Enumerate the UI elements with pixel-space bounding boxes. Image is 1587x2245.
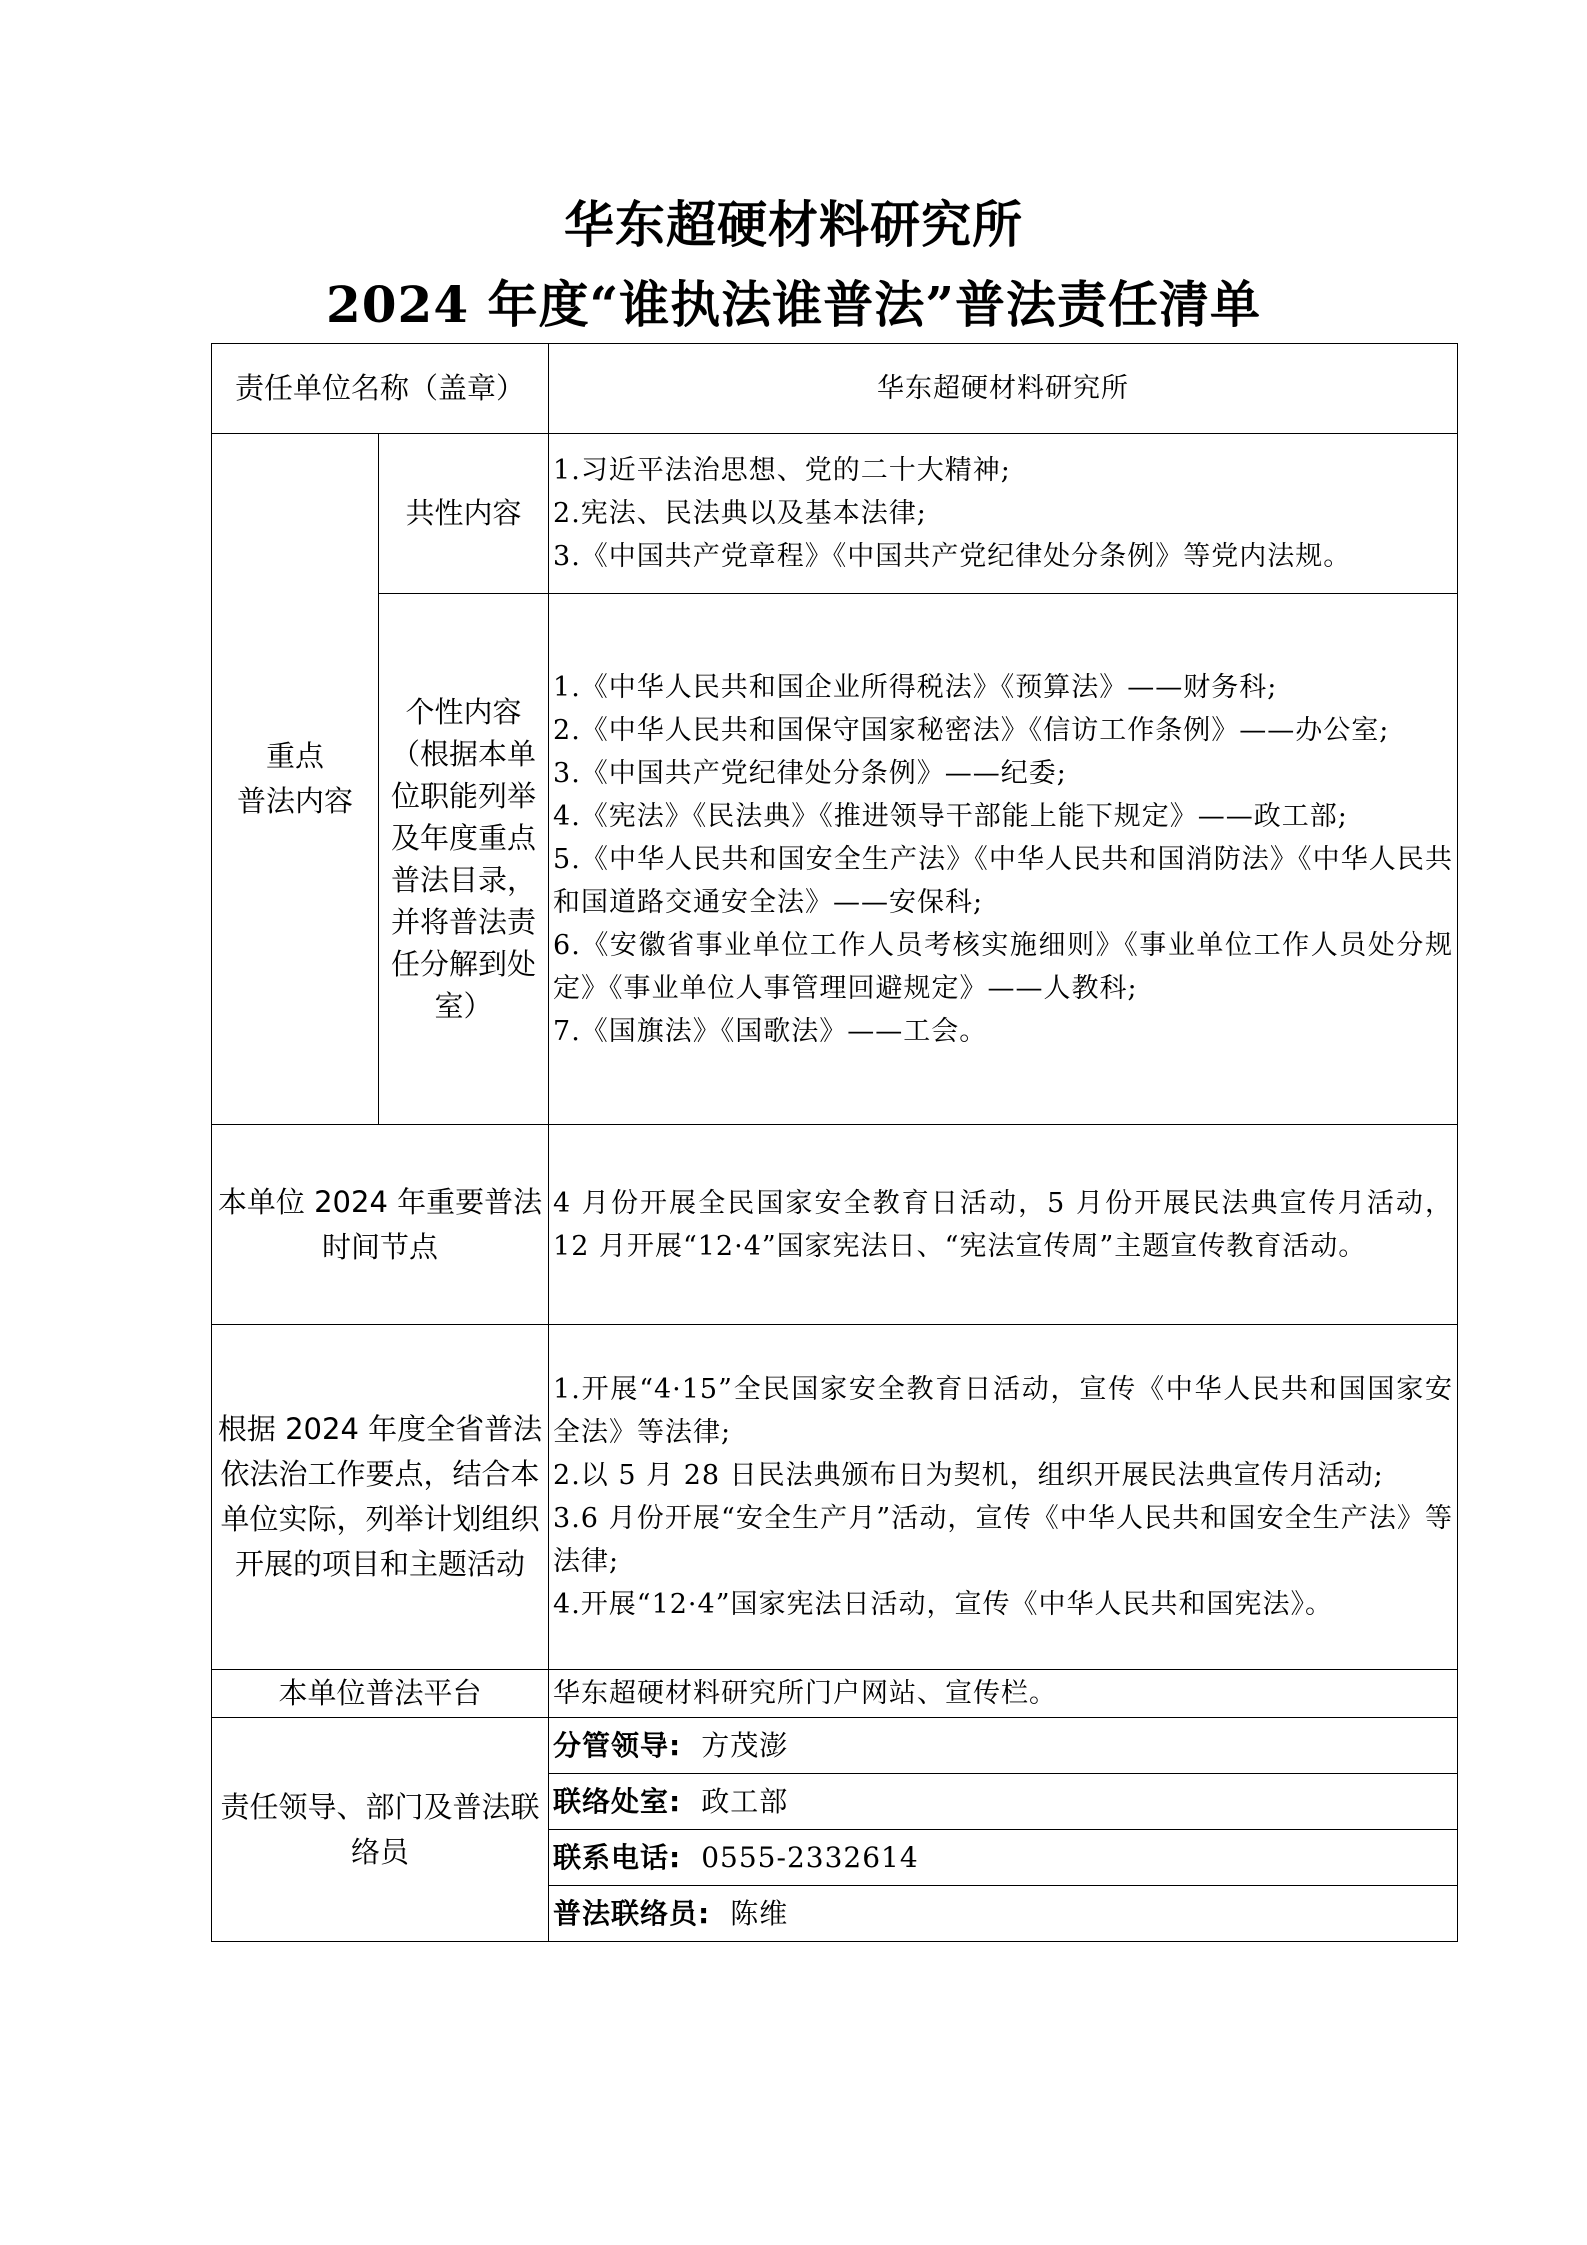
document-title-line1: 华东超硬材料研究所 [564,195,1023,254]
specific-item: 6.《安徽省事业单位工作人员考核实施细则》《事业单位工作人员处分规定》《事业单位人事管理回避规定》——人教科; [553,929,1454,1004]
leader-cell [549,1718,1458,1774]
time-nodes-value: 4 月份开展全民国家安全教育日活动，5 月份开展民法典宣传月活动，12 月开展“12·4”国家宪法日、“宪法宣传周”主题宣传教育活动。 [549,1125,1458,1325]
platform-row [212,1670,1458,1718]
liaison-value: 陈维 [730,1896,789,1930]
common-content-row [212,434,1458,594]
department-key: 联络处室: [553,1784,682,1818]
specific-content-list [549,594,1458,1125]
specific-item: 5.《中华人民共和国安全生产法》《中华人民共和国消防法》《中华人民共和国道路交通安全法》——安保科; [553,843,1454,918]
time-nodes-row [212,1125,1458,1325]
common-content-list [549,434,1458,594]
common-item: 2.宪法、民法典以及基本法律; [553,498,927,529]
activities-label: 根据 2024 年度全省普法依法治工作要点，结合本单位实际，列举计划组织开展的项目和主题活动 [212,1325,549,1670]
liaison-key: 普法联络员: [553,1896,711,1930]
specific-item: 7.《国旗法》《国歌法》——工会。 [553,1015,988,1047]
phone-key: 联系电话: [553,1840,682,1874]
phone-value: 0555-2332614 [701,1840,919,1874]
unit-value: 华东超硬材料研究所 [549,344,1458,434]
specific-item: 2.《中华人民共和国保守国家秘密法》《信访工作条例》——办公室; [553,714,1390,746]
activity-item: 2.以 5 月 28 日民法典颁布日为契机，组织开展民法典宣传月活动; [553,1460,1384,1491]
time-nodes-label: 本单位 2024 年重要普法时间节点 [212,1125,549,1325]
specific-item: 1.《中华人民共和国企业所得税法》《预算法》——财务科; [553,671,1278,703]
specific-content-row [212,594,1458,1125]
activity-item: 4.开展“12·4”国家宪法日活动，宣传《中华人民共和国宪法》。 [553,1589,1333,1620]
common-item: 3.《中国共产党章程》《中国共产党纪律处分条例》等党内法规。 [553,541,1352,572]
phone-cell [549,1830,1458,1886]
specific-item: 4.《宪法》《民法典》《推进领导干部能上能下规定》——政工部; [553,800,1348,832]
activity-item: 1.开展“4·15”全民国家安全教育日活动，宣传《中华人民共和国国家安全法》等法律; [553,1374,1454,1448]
department-value: 政工部 [701,1784,789,1818]
activities-list [549,1325,1458,1670]
leader-value: 方茂澎 [701,1728,789,1762]
specific-content-label: 个性内容（根据本单位职能列举及年度重点普法目录，并将普法责任分解到处室） [379,594,549,1125]
key-content-label: 重点 普法内容 [212,434,379,1125]
platform-label: 本单位普法平台 [212,1670,549,1718]
document-title-line2: 2024 年度“谁执法谁普法”普法责任清单 [325,275,1262,334]
common-item: 1.习近平法治思想、党的二十大精神; [553,455,1011,486]
responsibility-label: 责任领导、部门及普法联络员 [212,1718,549,1942]
activities-row [212,1325,1458,1670]
leader-key: 分管领导: [553,1728,682,1762]
responsibility-row [212,1718,1458,1774]
common-content-label: 共性内容 [379,434,549,594]
unit-label: 责任单位名称（盖章） [212,344,549,434]
responsibility-list-table [211,343,1458,1942]
department-cell [549,1774,1458,1830]
liaison-cell [549,1886,1458,1942]
unit-row [212,344,1458,434]
platform-value: 华东超硬材料研究所门户网站、宣传栏。 [549,1670,1458,1718]
activity-item: 3.6 月份开展“安全生产月”活动，宣传《中华人民共和国安全生产法》等法律; [553,1503,1454,1577]
specific-item: 3.《中国共产党纪律处分条例》——纪委; [553,757,1067,789]
